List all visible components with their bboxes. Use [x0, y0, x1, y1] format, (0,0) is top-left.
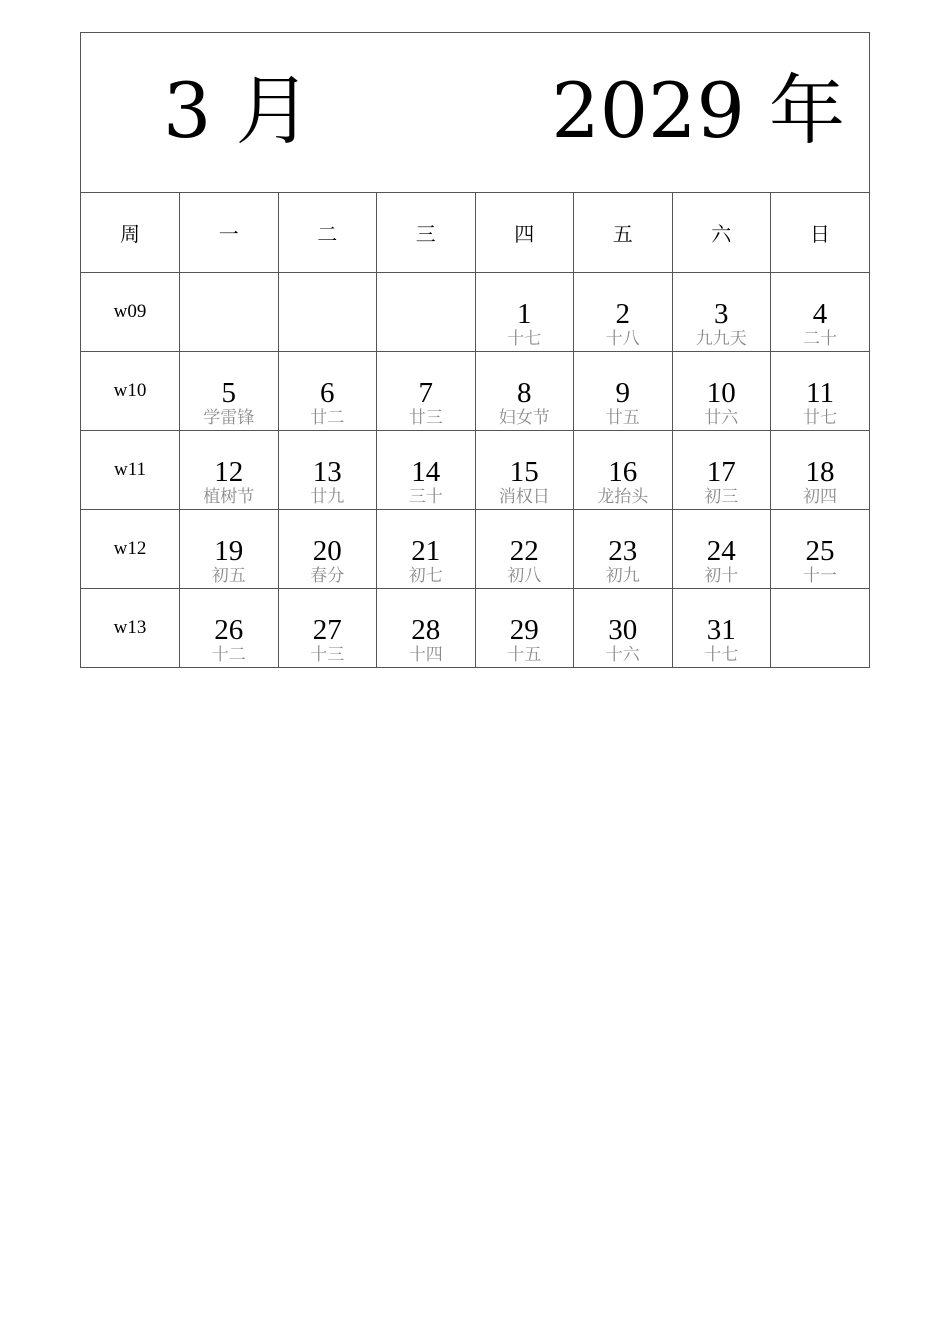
week-row: [81, 588, 869, 667]
day-cell: [377, 351, 476, 430]
day-number: 6: [320, 376, 335, 409]
lunar-date: 初十: [704, 565, 739, 586]
weekday-header-sun: 日: [771, 193, 870, 272]
weekday-header-sat: 六: [672, 193, 771, 272]
weekday-header-fri: 五: [574, 193, 673, 272]
lunar-date: 十五: [507, 644, 542, 665]
day-cell: [377, 509, 476, 588]
day-cell: [672, 351, 771, 430]
lunar-date: 廿七: [803, 407, 837, 428]
day-cell: [278, 351, 377, 430]
day-cell: [180, 588, 279, 667]
day-number: 30: [608, 613, 638, 646]
week-row: [81, 272, 869, 351]
day-number: 9: [615, 376, 630, 409]
lunar-date: 三十: [408, 486, 443, 507]
day-number: 12: [214, 455, 244, 488]
day-number: 2: [615, 297, 630, 330]
lunar-date: 植树节: [203, 486, 255, 507]
day-cell: [180, 430, 279, 509]
day-number: 10: [706, 376, 736, 409]
year-title: 2029 年: [551, 66, 845, 155]
day-cell: [771, 509, 870, 588]
lunar-date: 十八: [605, 328, 640, 349]
lunar-date: 十三: [310, 644, 345, 665]
lunar-date: 妇女节: [498, 407, 550, 428]
weekday-header-tue: 二: [278, 193, 377, 272]
day-number: 23: [608, 534, 638, 567]
day-cell: [574, 588, 673, 667]
week-row: [81, 509, 869, 588]
lunar-date: 十七: [507, 328, 542, 349]
calendar: [80, 32, 870, 668]
day-number: 3: [714, 297, 729, 330]
lunar-date: 二十: [803, 328, 837, 349]
day-number: 27: [312, 613, 342, 646]
month-title: 3 月: [163, 66, 312, 155]
lunar-date: 十一: [803, 565, 837, 586]
lunar-date: 初七: [408, 565, 443, 586]
day-number: 11: [806, 376, 834, 409]
day-cell: [278, 509, 377, 588]
day-number: 25: [805, 534, 835, 567]
day-number: 7: [418, 376, 433, 409]
day-number: 4: [812, 297, 828, 330]
lunar-date: 初九: [605, 565, 640, 586]
calendar-grid: [81, 193, 869, 667]
day-number: 18: [805, 455, 835, 488]
day-number: 1: [517, 297, 532, 330]
lunar-date: 九九天: [695, 328, 747, 349]
lunar-date: 十六: [605, 644, 640, 665]
week-row: [81, 430, 869, 509]
day-number: 5: [221, 376, 236, 409]
day-cell: [278, 430, 377, 509]
lunar-date: 初四: [803, 486, 837, 507]
day-cell: [377, 588, 476, 667]
day-number: 17: [706, 455, 736, 488]
lunar-date: 十二: [211, 644, 246, 665]
day-cell: [672, 272, 771, 351]
day-cell: [771, 272, 870, 351]
day-number: 13: [312, 455, 342, 488]
day-cell: [574, 509, 673, 588]
lunar-date: 廿二: [310, 407, 345, 428]
weekday-header-thu: 四: [475, 193, 574, 272]
day-cell: [574, 272, 673, 351]
day-cell: [574, 430, 673, 509]
calendar-title-row: [81, 33, 869, 193]
day-number: 26: [214, 613, 244, 646]
lunar-date: 学雷锋: [203, 407, 255, 428]
week-number: w12: [81, 509, 180, 588]
day-cell: [180, 351, 279, 430]
day-number: 22: [509, 534, 539, 567]
lunar-date: 龙抬头: [597, 486, 649, 507]
day-cell: [672, 430, 771, 509]
day-cell: [672, 588, 771, 667]
lunar-date: 消权日: [498, 486, 550, 507]
day-cell: [377, 430, 476, 509]
weeks-body: [81, 272, 869, 667]
weekday-header-mon: 一: [180, 193, 279, 272]
lunar-date: 廿六: [704, 407, 739, 428]
day-number: 14: [411, 455, 441, 488]
day-cell: [475, 272, 574, 351]
lunar-date: 十七: [704, 644, 739, 665]
week-number: w13: [81, 588, 180, 667]
day-cell: [475, 351, 574, 430]
day-cell: [672, 509, 771, 588]
week-row: [81, 351, 869, 430]
day-cell: [574, 351, 673, 430]
lunar-date: 初三: [704, 486, 739, 507]
day-number: 8: [517, 376, 532, 409]
empty-day-cell: [180, 272, 279, 351]
day-number: 24: [706, 534, 736, 567]
day-number: 31: [706, 613, 736, 646]
day-cell: [475, 588, 574, 667]
day-number: 19: [214, 534, 244, 567]
day-cell: [771, 351, 870, 430]
week-number: w09: [81, 272, 180, 351]
weekday-header-wed: 三: [377, 193, 476, 272]
week-number: w10: [81, 351, 180, 430]
lunar-date: 廿三: [408, 407, 443, 428]
day-number: 28: [411, 613, 441, 646]
day-cell: [278, 588, 377, 667]
lunar-date: 十四: [408, 644, 443, 665]
day-number: 29: [509, 613, 539, 646]
week-column-header: 周: [81, 193, 180, 272]
lunar-date: 春分: [310, 565, 345, 586]
lunar-date: 廿九: [310, 486, 345, 507]
day-cell: [475, 509, 574, 588]
empty-day-cell: [771, 588, 870, 667]
weekday-header-row: [81, 193, 869, 272]
empty-day-cell: [278, 272, 377, 351]
day-cell: [475, 430, 574, 509]
day-number: 21: [411, 534, 441, 567]
day-cell: [771, 430, 870, 509]
lunar-date: 廿五: [605, 407, 640, 428]
day-number: 16: [608, 455, 638, 488]
day-number: 15: [509, 455, 539, 488]
lunar-date: 初五: [211, 565, 246, 586]
lunar-date: 初八: [507, 565, 542, 586]
day-cell: [180, 509, 279, 588]
empty-day-cell: [377, 272, 476, 351]
week-number: w11: [81, 430, 180, 509]
day-number: 20: [312, 534, 342, 567]
